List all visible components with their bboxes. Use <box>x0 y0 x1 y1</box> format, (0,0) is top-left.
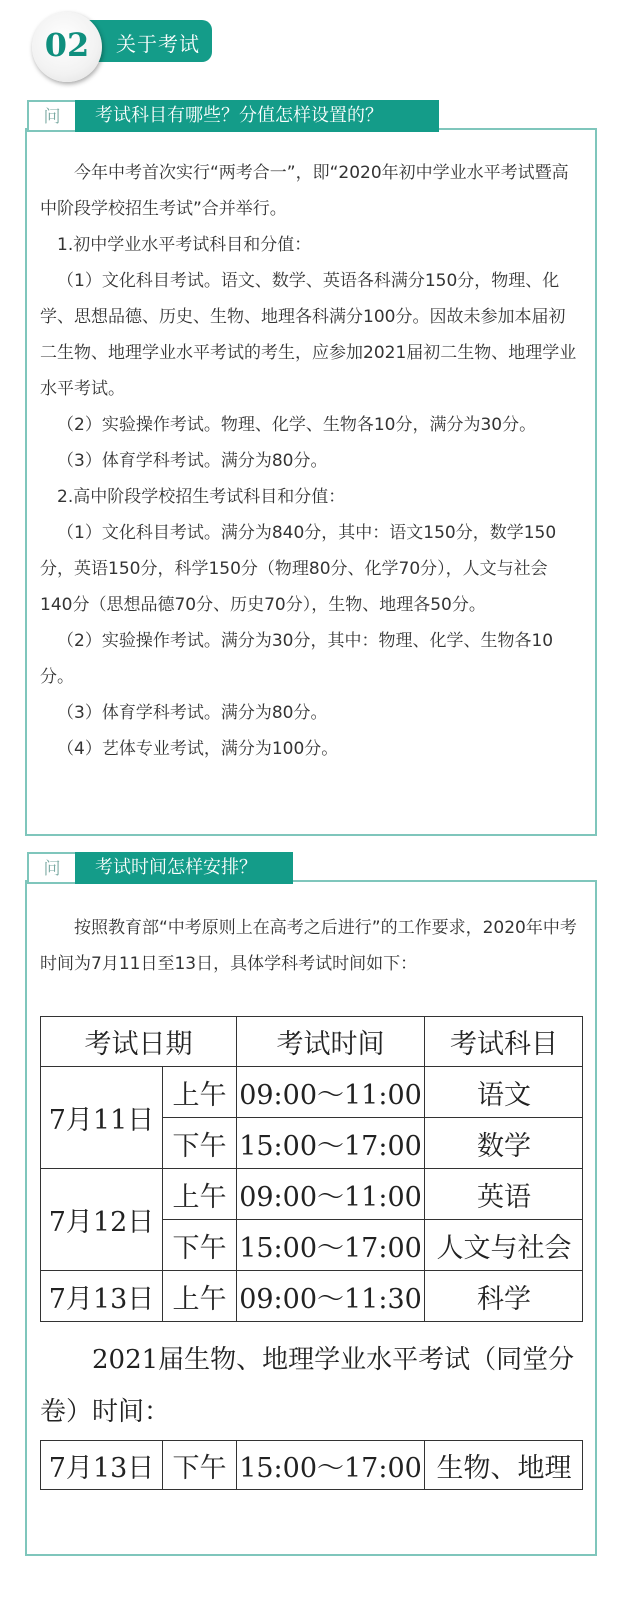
exam-schedule-table <box>40 1016 583 1322</box>
exam-date: 7月12日 <box>41 1169 163 1271</box>
extra-exam-table <box>40 1440 583 1490</box>
paragraph: （4）艺体专业考试，满分为100分。 <box>57 739 339 759</box>
exam-subject: 生物、地理 <box>436 1452 572 1484</box>
exam-time: 15:00～17:00 <box>237 1441 425 1489</box>
section-number: 02 <box>44 26 90 64</box>
section-title: 关于考试 <box>116 32 200 56</box>
exam-period: 下午 <box>163 1220 237 1271</box>
exam-period: 上午 <box>163 1067 237 1118</box>
paragraph: 2.高中阶段学校招生考试科目和分值： <box>57 487 346 507</box>
exam-time: 09:00～11:30 <box>237 1271 425 1321</box>
schedule-intro <box>40 910 580 982</box>
exam-period: 下午 <box>163 1118 237 1169</box>
paragraph: （2）实验操作考试。物理、化学、生物各10分，满分为30分。 <box>57 415 537 435</box>
paragraph: （2）实验操作考试。满分为30分，其中：物理、化学、生物各10分。 <box>40 631 554 687</box>
exam-period: 下午 <box>163 1441 237 1489</box>
exam-subject: 数学 <box>425 1118 583 1169</box>
question-text: 考试科目有哪些？分值怎样设置的？ <box>75 100 439 132</box>
exam-date: 7月11日 <box>41 1067 163 1169</box>
question-header-subjects <box>27 100 439 132</box>
table-header: 考试时间 <box>237 1017 425 1067</box>
exam-subject: 英语 <box>425 1169 583 1220</box>
paragraph: 按照教育部“中考原则上在高考之后进行”的工作要求，2020年中考时间为7月11日至13日，具体学科考试时间如下： <box>40 918 577 974</box>
exam-date: 7月13日 <box>41 1271 163 1321</box>
question-header-schedule <box>27 852 293 884</box>
paragraph: 1.初中学业水平考试科目和分值： <box>57 235 312 255</box>
exam-time: 15:00～17:00 <box>237 1118 425 1169</box>
extra-exam-note <box>40 1334 585 1438</box>
paragraph: （1）文化科目考试。语文、数学、英语各科满分150分，物理、化学、思想品德、历史、生物、地理各科满分100分。因故未参加本届初二生物、地理学业水平考试的考生，应参加2021届初二生物、地理学业水平考试。 <box>40 271 577 399</box>
exam-time: 09:00～11:00 <box>237 1169 425 1220</box>
exam-subject: 语文 <box>425 1067 583 1118</box>
paragraph: 今年中考首次实行“两考合一”，即“2020年初中学业水平考试暨高中阶段学校招生考试”合并举行。 <box>40 163 569 219</box>
exam-time: 09:00～11:00 <box>237 1067 425 1118</box>
question-text: 考试时间怎样安排？ <box>75 852 293 884</box>
exam-period: 上午 <box>163 1271 237 1321</box>
section-number-badge <box>32 12 102 82</box>
exam-subjects-content <box>40 155 580 767</box>
paragraph: （1）文化科目考试。满分为840分，其中：语文150分，数学150分，英语150分，科学150分（物理80分、化学70分），人文与社会140分（思想品德70分、历史70分），生物、地理各50分。 <box>40 523 557 615</box>
exam-time: 15:00～17:00 <box>237 1220 425 1271</box>
question-char: 问 <box>27 852 75 884</box>
paragraph: 2021届生物、地理学业水平考试（同堂分卷）时间： <box>40 1345 575 1427</box>
question-char: 问 <box>27 100 75 132</box>
exam-date: 7月13日 <box>41 1441 163 1489</box>
table-header: 考试日期 <box>41 1017 237 1067</box>
paragraph: （3）体育学科考试。满分为80分。 <box>57 703 328 723</box>
paragraph: （3）体育学科考试。满分为80分。 <box>57 451 328 471</box>
exam-period: 上午 <box>163 1169 237 1220</box>
exam-subject: 人文与社会 <box>425 1220 583 1271</box>
exam-subject: 科学 <box>477 1283 531 1315</box>
table-header: 考试科目 <box>425 1017 583 1067</box>
